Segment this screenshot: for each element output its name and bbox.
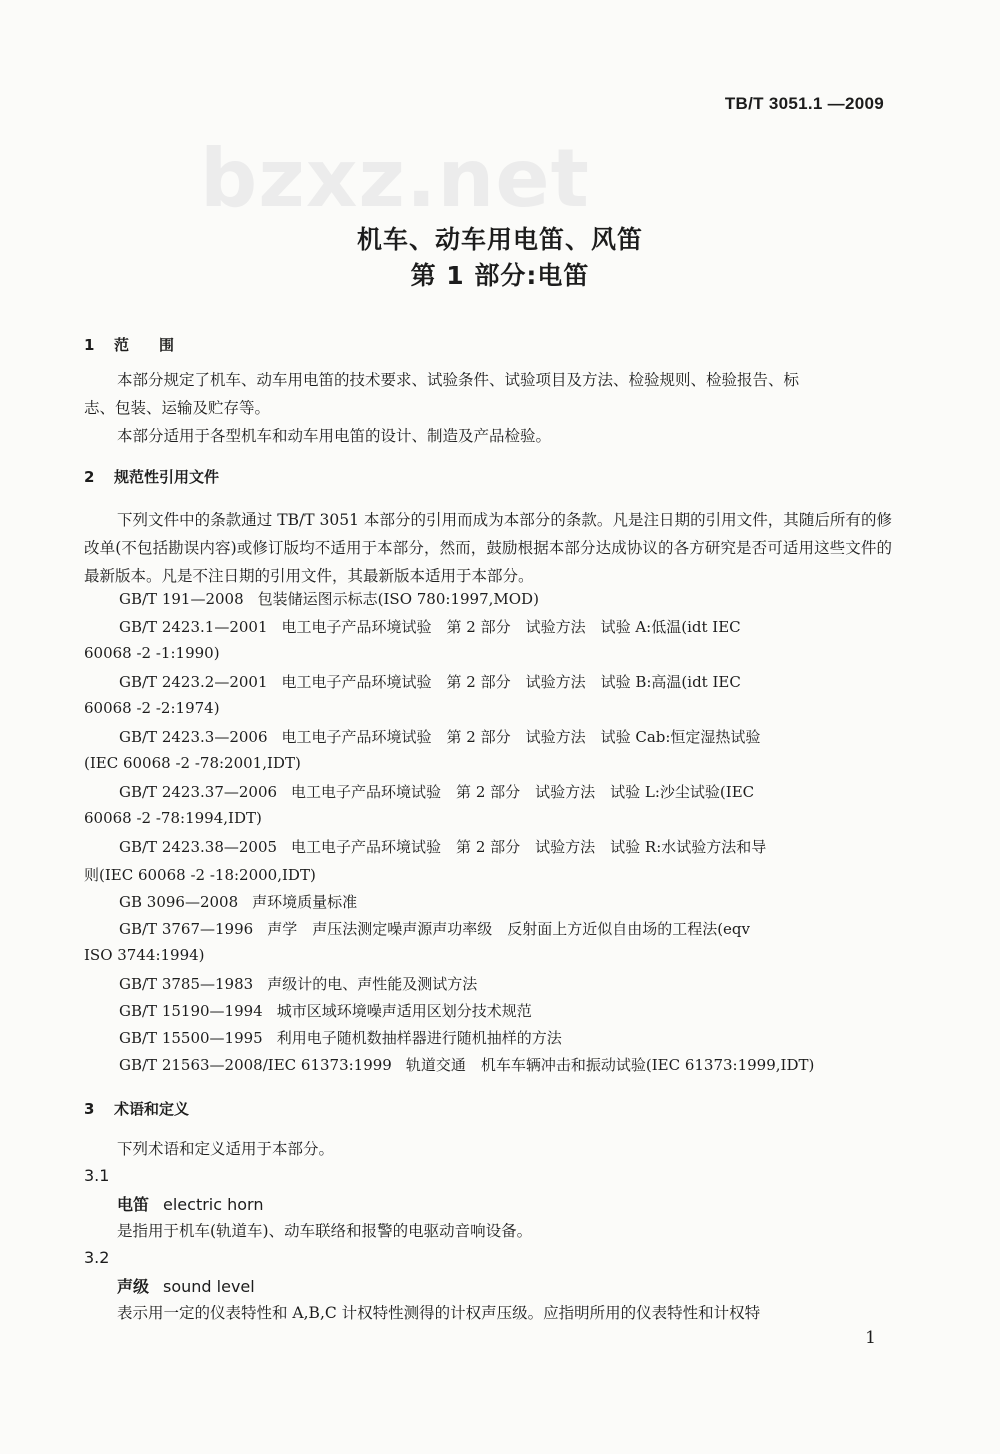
ref-title: 声学 声压法测定噪声源声功率级 反射面上方近似自由场的工程法(eqv	[267, 920, 750, 938]
ref-code: GB/T 2423.3—2006	[119, 728, 268, 746]
ref-continuation: ISO 3744:1994)	[84, 946, 205, 964]
ref-item	[119, 726, 760, 747]
ref-item	[119, 588, 539, 609]
ref-title: 声级计的电、声性能及测试方法	[267, 975, 478, 993]
watermark-text: bzxz.net	[200, 132, 590, 225]
ref-continuation: 60068 -2 -2:1974)	[84, 699, 220, 717]
ref-item	[119, 918, 750, 939]
ref-code: GB/T 3767—1996	[119, 920, 254, 938]
ref-code: GB/T 3785—1983	[119, 975, 254, 993]
doc-title-line2: 第 1 部分:电笛	[410, 261, 590, 290]
standard-code: TB/T 3051.1 —2009	[724, 94, 884, 113]
ref-item	[119, 1054, 814, 1075]
normative-intro: 下列文件中的条款通过 TB/T 3051 本部分的引用而成为本部分的条款。凡是注日期的引用文件，其随后所有的修改单(不包括勘误内容)或修订版均不适用于本部分，然而，鼓励根据本部分达成协议的各方研究是否可适用这些文件的最新版本。凡是不注日期的引用文件，其最新版本适用于本部分。	[84, 511, 892, 585]
ref-title: 电工电子产品环境试验 第 2 部分 试验方法 试验 R:水试验方法和导	[291, 838, 767, 856]
ref-code: GB 3096—2008	[119, 893, 239, 911]
ref-title: 城市区域环境噪声适用区划分技术规范	[276, 1002, 532, 1020]
term-number: 3.2	[84, 1248, 110, 1267]
ref-continuation: 则(IEC 60068 -2 -18:2000,IDT)	[84, 866, 316, 884]
ref-item	[119, 671, 741, 692]
ref-item	[119, 781, 754, 802]
term-heading	[117, 1274, 255, 1297]
ref-code: GB/T 2423.1—2001	[119, 618, 268, 636]
section-number: 3	[84, 1100, 95, 1118]
section-number: 1	[84, 336, 95, 354]
ref-code: GB/T 21563—2008/IEC 61373:1999	[119, 1056, 392, 1074]
ref-continuation: 60068 -2 -1:1990)	[84, 644, 220, 662]
ref-code: GB/T 15500—1995	[119, 1029, 263, 1047]
ref-title: 声环境质量标准	[252, 893, 358, 911]
term-en: sound level	[163, 1277, 255, 1296]
ref-title: 包装储运图示标志(ISO 780:1997,MOD)	[257, 590, 539, 608]
term-en: electric horn	[163, 1195, 264, 1214]
term-zh: 电笛	[117, 1195, 150, 1214]
ref-item	[119, 1027, 562, 1048]
page-number: 1	[865, 1328, 876, 1348]
section-title: 规范性引用文件	[114, 468, 220, 486]
doc-title-line1: 机车、动车用电笛、风笛	[356, 225, 643, 254]
ref-title: 电工电子产品环境试验 第 2 部分 试验方法 试验 L:沙尘试验(IEC	[291, 783, 755, 801]
term-definition: 表示用一定的仪表特性和 A,B,C 计权特性测得的计权声压级。应指明所用的仪表特性和计权特	[117, 1304, 761, 1322]
ref-continuation: 60068 -2 -78:1994,IDT)	[84, 809, 262, 827]
ref-continuation: (IEC 60068 -2 -78:2001,IDT)	[84, 754, 301, 772]
ref-title: 电工电子产品环境试验 第 2 部分 试验方法 试验 Cab:恒定湿热试验	[281, 728, 761, 746]
ref-code: GB/T 2423.2—2001	[119, 673, 268, 691]
ref-title: 轨道交通 机车车辆冲击和振动试验(IEC 61373:1999,IDT)	[405, 1056, 815, 1074]
ref-code: GB/T 2423.37—2006	[119, 783, 278, 801]
terms-intro: 下列术语和定义适用于本部分。	[117, 1140, 335, 1158]
ref-item	[119, 1000, 532, 1021]
ref-code: GB/T 191—2008	[119, 590, 244, 608]
ref-title: 电工电子产品环境试验 第 2 部分 试验方法 试验 A:低温(idt IEC	[281, 618, 741, 636]
section-title: 术语和定义	[114, 1100, 190, 1118]
ref-title: 电工电子产品环境试验 第 2 部分 试验方法 试验 B:高温(idt IEC	[281, 673, 741, 691]
ref-title: 利用电子随机数抽样器进行随机抽样的方法	[276, 1029, 562, 1047]
term-definition: 是指用于机车(轨道车)、动车联络和报警的电驱动音响设备。	[117, 1222, 533, 1240]
scope-para-2: 本部分适用于各型机车和动车用电笛的设计、制造及产品检验。	[117, 427, 552, 445]
section-3-heading	[84, 1098, 189, 1119]
ref-item	[119, 616, 741, 637]
ref-item	[119, 836, 766, 857]
term-zh: 声级	[117, 1277, 150, 1296]
term-heading	[117, 1192, 264, 1215]
scope-para-1b: 志、包装、运输及贮存等。	[84, 399, 271, 417]
ref-code: GB/T 15190—1994	[119, 1002, 263, 1020]
ref-code: GB/T 2423.38—2005	[119, 838, 278, 856]
scope-para-1a: 本部分规定了机车、动车用电笛的技术要求、试验条件、试验项目及方法、检验规则、检验报告、标	[117, 371, 800, 389]
term-number: 3.1	[84, 1166, 110, 1185]
ref-item	[119, 891, 357, 912]
section-2-heading	[84, 466, 219, 487]
section-number: 2	[84, 468, 95, 486]
section-1-heading	[84, 334, 174, 355]
ref-item	[119, 973, 477, 994]
section-title: 范 围	[114, 336, 175, 354]
